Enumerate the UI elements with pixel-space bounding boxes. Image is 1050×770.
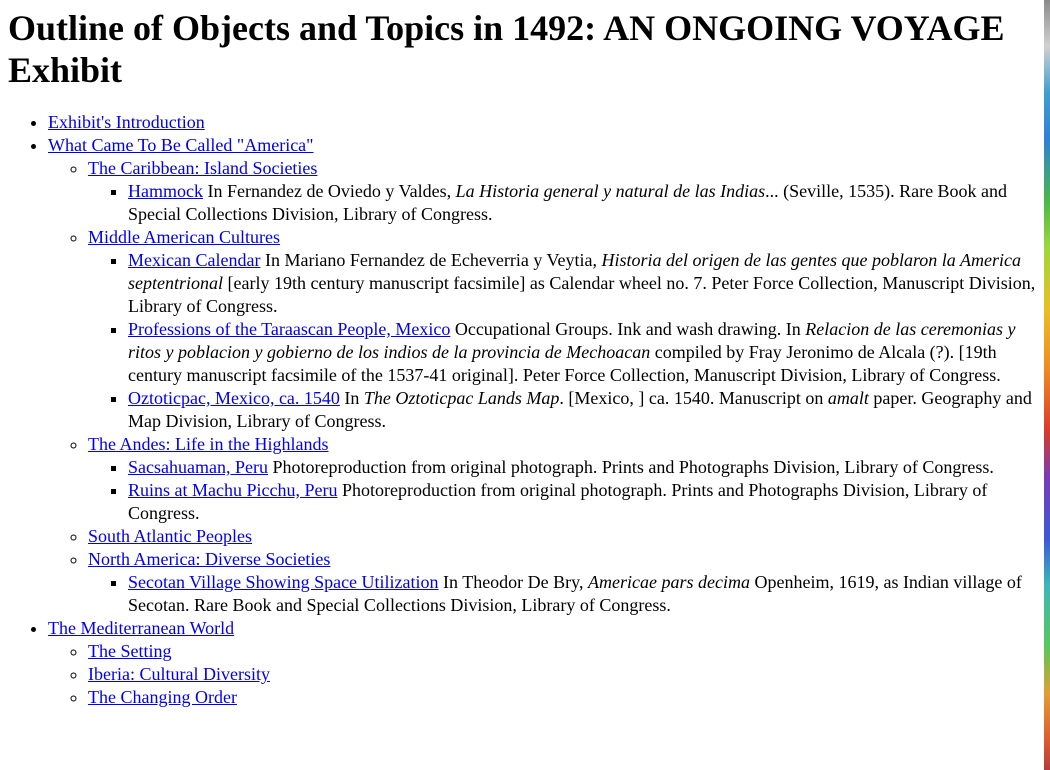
- object-text: In Mariano Fernandez de Echeverria y Veytia,: [260, 250, 602, 270]
- object-text: Photoreproduction from original photograph. Prints and Photographs Division, Library of Congress.: [128, 480, 988, 523]
- link-oztoticpac[interactable]: Oztoticpac, Mexico, ca. 1540: [128, 388, 340, 408]
- object-item-hammock: [128, 180, 1038, 226]
- link-hammock[interactable]: Hammock: [128, 181, 203, 201]
- object-item-mexican-calendar: [128, 249, 1038, 318]
- list-item: [48, 134, 1038, 617]
- object-title: La Historia general y natural de las Indias: [455, 181, 766, 201]
- list-item: [88, 663, 1038, 686]
- link-changing-order[interactable]: The Changing Order: [88, 687, 237, 707]
- list-item: [88, 226, 1038, 433]
- object-text: In Fernandez de Oviedo y Valdes,: [202, 181, 456, 201]
- list-item: [88, 433, 1038, 525]
- list-item: [48, 617, 1038, 709]
- link-andes[interactable]: The Andes: Life in the Highlands: [88, 434, 329, 454]
- object-text: compiled by Fray Jeronimo de Alcala (?). [19th century manuscript facsimile of the 1537-41 original]. Peter Force Collection, Manuscript Division, Library of Congress.: [128, 342, 1001, 385]
- link-secotan-village[interactable]: Secotan Village Showing Space Utilization: [128, 572, 439, 592]
- list-item: [88, 525, 1038, 548]
- object-text: . [Mexico, ] ca. 1540. Manuscript on: [559, 388, 828, 408]
- link-the-setting[interactable]: The Setting: [88, 641, 172, 661]
- object-item-sacsahuaman: [128, 456, 1038, 479]
- object-text: In: [339, 388, 364, 408]
- object-text: Photoreproduction from original photograph. Prints and Photographs Division, Library of Congress.: [267, 457, 994, 477]
- object-item-taraascan: [128, 318, 1038, 387]
- object-text: [early 19th century manuscript facsimile] as Calendar wheel no. 7. Peter Force Collection, Manuscript Division, Library of Congress.: [128, 273, 1036, 316]
- caribbean-objects: [88, 180, 1038, 226]
- link-south-atlantic-peoples[interactable]: South Atlantic Peoples: [88, 526, 252, 546]
- link-north-america[interactable]: North America: Diverse Societies: [88, 549, 331, 569]
- list-item: [88, 548, 1038, 617]
- link-what-came-to-be-called-america[interactable]: What Came To Be Called "America": [48, 135, 314, 155]
- north-america-objects: [88, 571, 1038, 617]
- object-item-machu-picchu: [128, 479, 1038, 525]
- object-item-secotan: [128, 571, 1038, 617]
- object-text: Openheim, 1619, as Indian village of Secotan. Rare Book and Special Collections Division, Library of Congress.: [128, 572, 1022, 615]
- link-iberia[interactable]: Iberia: Cultural Diversity: [88, 664, 270, 684]
- outline-list: [8, 111, 1038, 709]
- object-title: The Oztoticpac Lands Map: [363, 388, 560, 408]
- object-title: Relacion de las ceremonias y ritos y poblacion y gobierno de los indios de la provincia de Mechoacan: [128, 319, 1016, 362]
- link-mediterranean-world[interactable]: The Mediterranean World: [48, 618, 235, 638]
- middle-american-objects: [88, 249, 1038, 433]
- object-item-oztoticpac: [128, 387, 1038, 433]
- link-professions-taraascan[interactable]: Professions of the Taraascan People, Mexico: [128, 319, 451, 339]
- object-text: In Theodor De Bry,: [438, 572, 588, 592]
- list-item: [88, 686, 1038, 709]
- list-item: [88, 640, 1038, 663]
- object-material: amalt: [827, 388, 869, 408]
- link-caribbean[interactable]: The Caribbean: Island Societies: [88, 158, 318, 178]
- andes-objects: [88, 456, 1038, 525]
- object-title: Historia del origen de las gentes que poblaron la America septentrional: [128, 250, 1021, 293]
- link-sacsahuaman[interactable]: Sacsahuaman, Peru: [128, 457, 268, 477]
- page-content: [8, 0, 1038, 709]
- link-middle-american-cultures[interactable]: Middle American Cultures: [88, 227, 280, 247]
- america-sublist: [48, 157, 1038, 617]
- link-machu-picchu[interactable]: Ruins at Machu Picchu, Peru: [128, 480, 338, 500]
- mediterranean-sublist: [48, 640, 1038, 709]
- link-exhibit-introduction[interactable]: Exhibit's Introduction: [48, 112, 205, 132]
- list-item: [48, 111, 1038, 134]
- object-text: paper. Geography and Map Division, Library of Congress.: [128, 388, 1032, 431]
- object-text: ... (Seville, 1535). Rare Book and Special Collections Division, Library of Congress.: [128, 181, 1008, 224]
- object-title: Americae pars decima: [588, 572, 750, 592]
- object-text: Occupational Groups. Ink and wash drawing. In: [450, 319, 806, 339]
- list-item: [88, 157, 1038, 226]
- window-edge-strip: [1044, 0, 1050, 770]
- link-mexican-calendar[interactable]: Mexican Calendar: [128, 250, 261, 270]
- page-title: Outline of Objects and Topics in 1492: AN ONGOING VOYAGE Exhibit: [8, 8, 1005, 90]
